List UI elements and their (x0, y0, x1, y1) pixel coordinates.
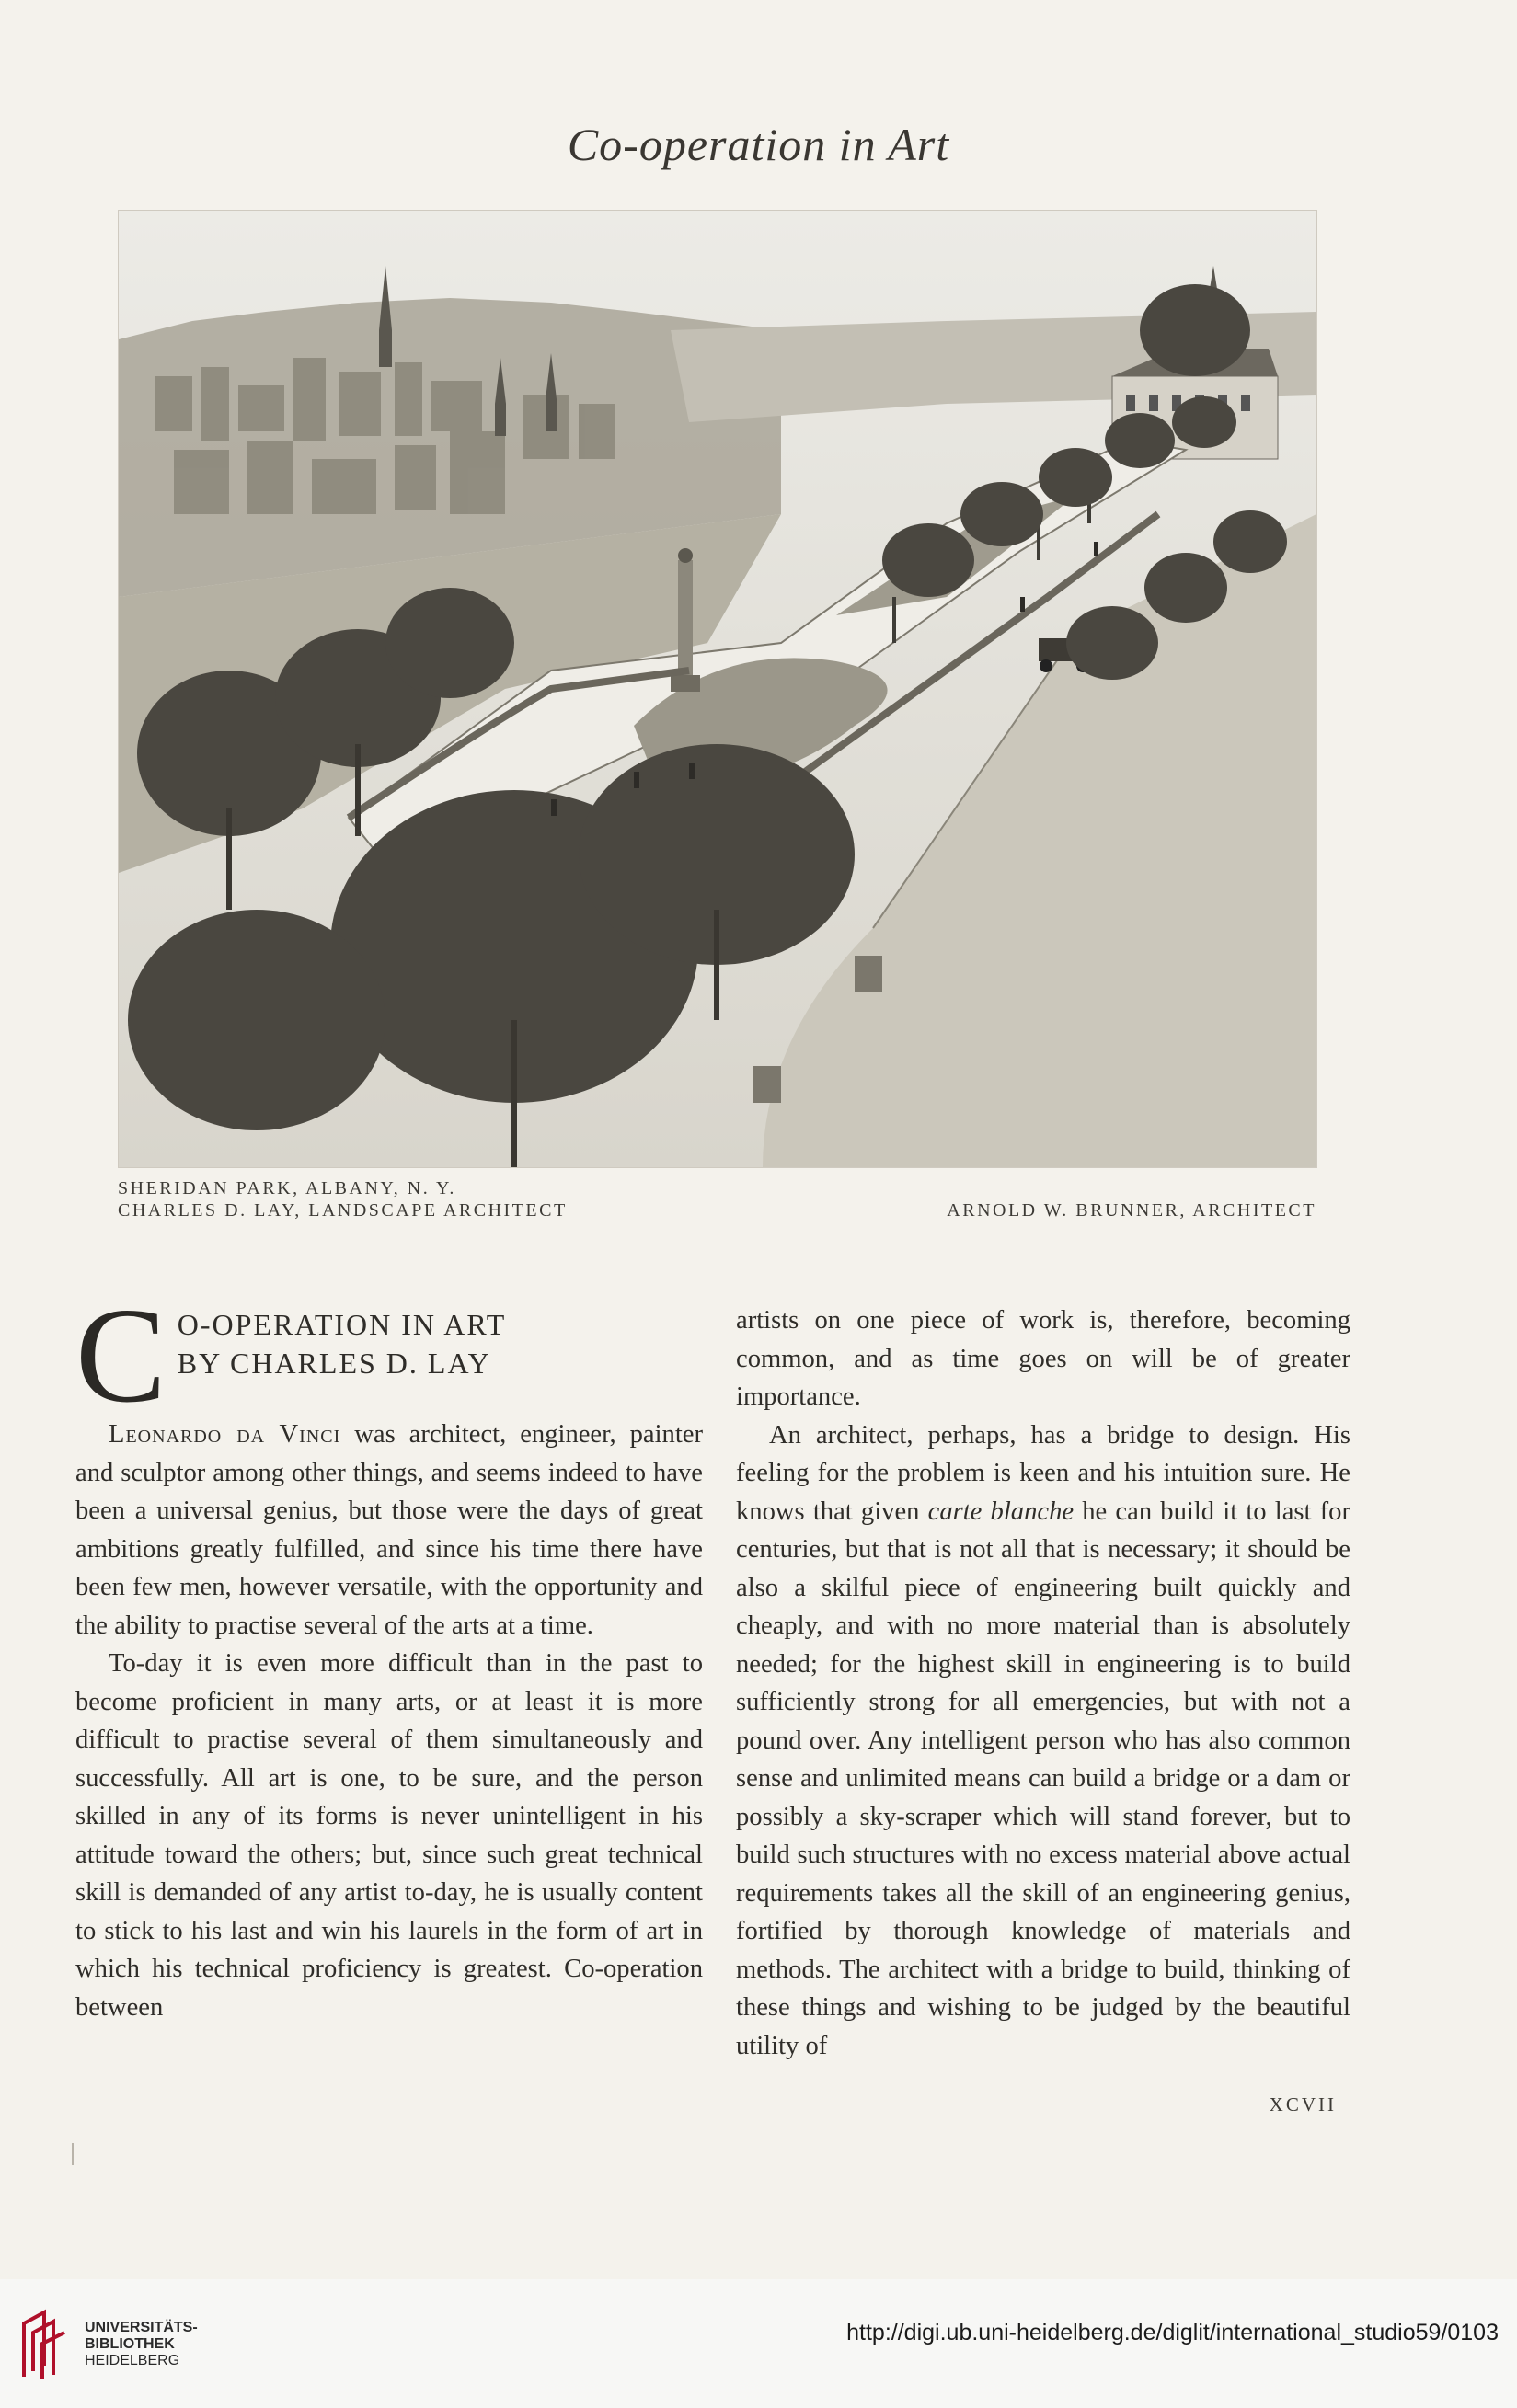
park-drawing (119, 211, 1316, 1167)
lead-text: was architect, engineer, painter and sculptor among other things, and seems indeed to have been a universal genius, but those were the days of great ambitions greatly fulfilled, and since his time there have been few men, however versatile, with the opportunity and the ability to practise several of the arts at a time. (75, 1420, 703, 1640)
paragraph-1 (75, 1416, 703, 1645)
para-4-start: An architect, perhaps, has a bridge to design. His feeling for the problem is keen and his intuition sure. He knows that given (736, 1420, 1350, 1526)
paragraph-4 (736, 1416, 1350, 2066)
library-logo-icon (18, 2307, 74, 2380)
library-name-line-3: HEIDELBERG (85, 2353, 180, 2368)
page-number: XCVII (1269, 2093, 1337, 2116)
para-4-italic: carte blanche (927, 1496, 1075, 1526)
column-left (75, 1280, 703, 2026)
source-url-link[interactable]: http://digi.ub.uni-heidelberg.de/diglit/international_studio59/0103 (846, 2320, 1499, 2345)
library-name-line-1: UNIVERSITÄTS- (85, 2320, 198, 2335)
library-name (85, 2320, 198, 2369)
illustration-sheridan-park (118, 210, 1317, 1168)
margin-mark (72, 2143, 74, 2165)
column-right (736, 1301, 1350, 2065)
heading-byline: BY CHARLES D. LAY (177, 1347, 491, 1380)
plate-caption-left (118, 1177, 568, 1221)
drop-cap: C (75, 1280, 167, 1431)
running-title: Co-operation in Art (567, 119, 950, 170)
caption-location: SHERIDAN PARK, ALBANY, N. Y. (118, 1178, 456, 1198)
para-4-end: he can build it to last for centuries, but that is not all that is necessary; it should be also a skilful piece of engineering built quickly and cheaply, and with no more material than is absolutely needed; for the highest skill in engineering is to build sufficiently strong for all emergencies, but with not a pound over. Any intelligent person who has also common sense and unlimited means can build a bridge or a dam or possibly a sky-scraper which will stand forever, but to build such structures with no excess material above actual requirements takes all the skill of an engineering genius, fortified by thorough knowledge of materials and methods. The architect with a bridge to build, thinking of these things and wishing to be judged by the beautiful utility of (736, 1496, 1350, 2060)
heading-title: O-OPERATION IN ART (177, 1308, 507, 1341)
paragraph-2: To-day it is even more difficult than in the past to become proficient in many arts, or at least it is more difficult to practise several of them simultaneously and successfully. All art is one, to be sure, and the person skilled in any of its forms is never unintelligent in his attitude toward the others; but, since such great technical skill is demanded of any artist to-day, he is usually content to stick to his last and win his laurels in the form of art in which his technical proficiency is greatest. Co-operation between (75, 1649, 703, 2022)
lead-small-caps: Leonardo da Vinci (109, 1420, 341, 1449)
caption-architect: ARNOLD W. BRUNNER, ARCHITECT (947, 1200, 1316, 1221)
library-name-line-2: BIBLIOTHEK (85, 2336, 175, 2352)
caption-landscape-architect: CHARLES D. LAY, LANDSCAPE ARCHITECT (118, 1200, 568, 1221)
footer-bar (0, 2279, 1517, 2408)
paragraph-3: artists on one piece of work is, therefore, becoming common, and as time goes on will be of greater importance. (736, 1306, 1350, 1411)
article-heading (75, 1301, 703, 1382)
